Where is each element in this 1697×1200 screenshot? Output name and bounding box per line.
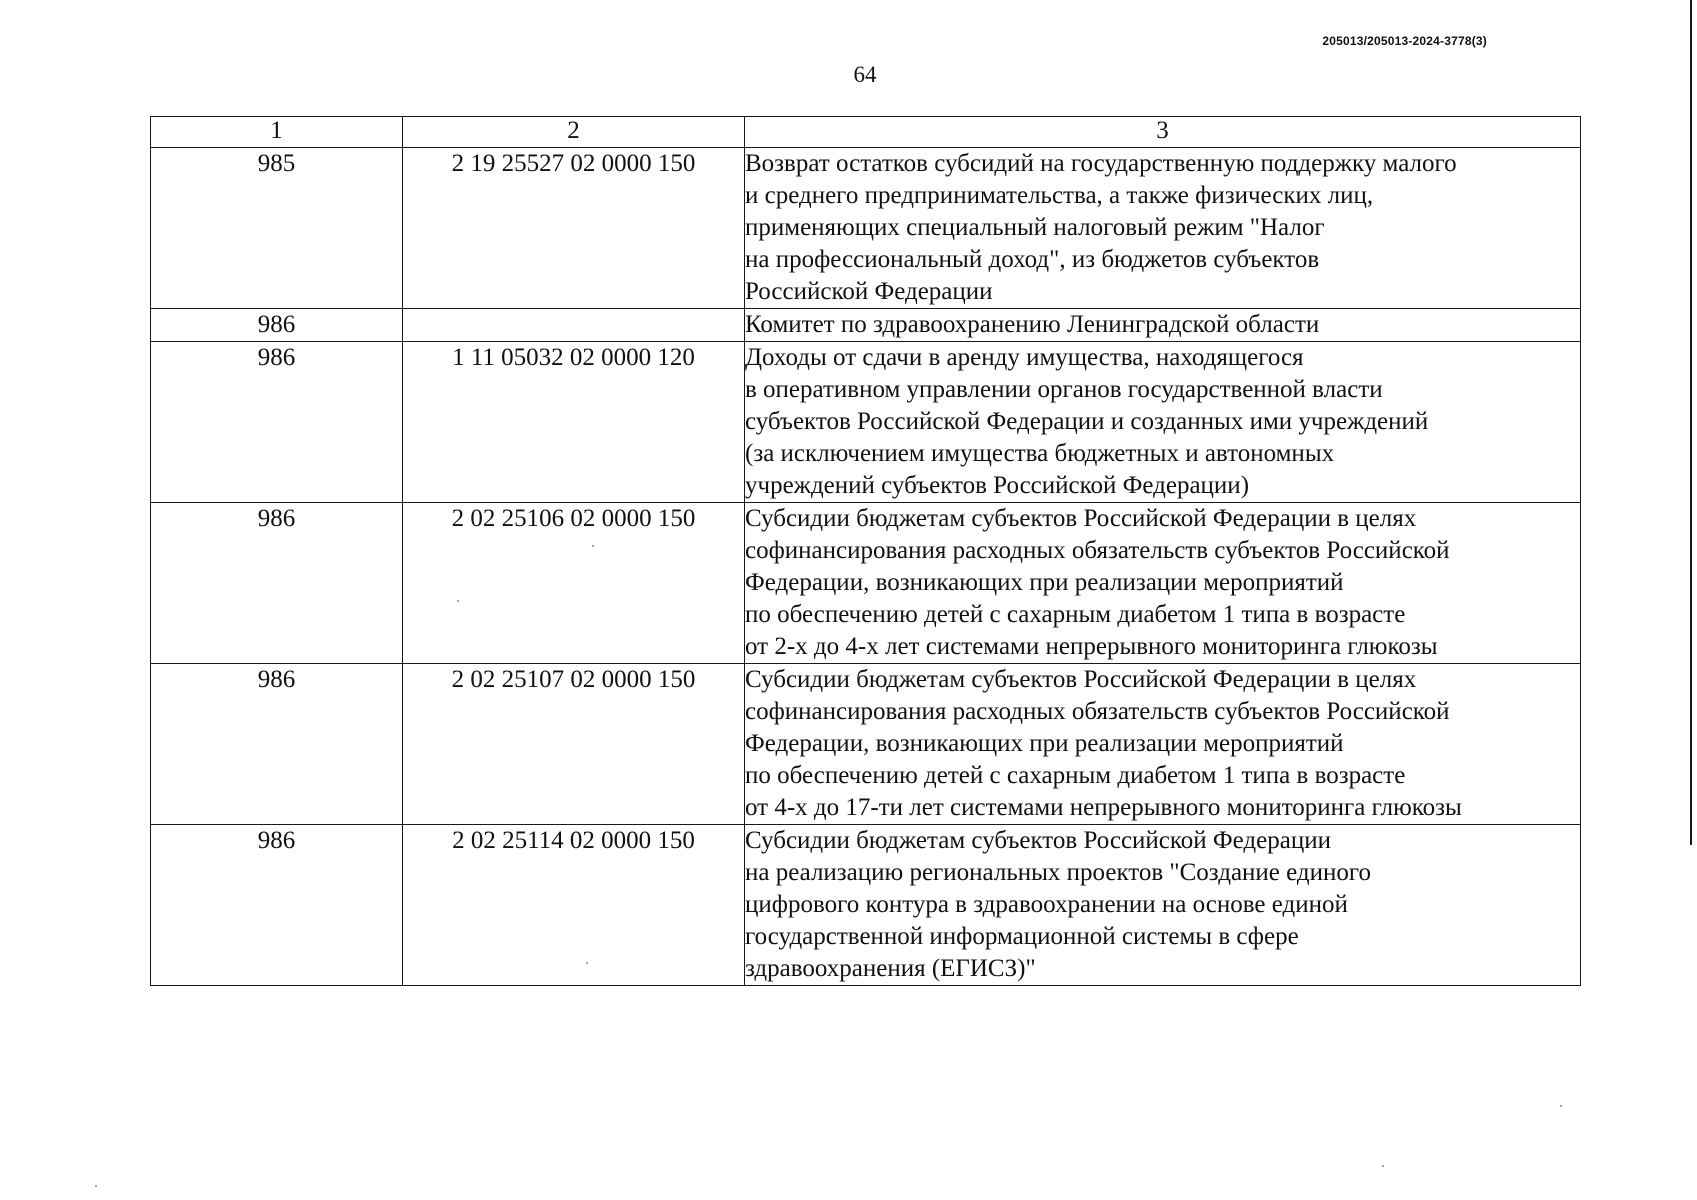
- scan-speck: [586, 962, 588, 964]
- admin-code-cell: 986: [151, 342, 403, 503]
- description-line: софинансирования расходных обязательств субъектов Российской: [745, 698, 1450, 725]
- table-row: [151, 503, 1581, 664]
- scan-speck: [457, 600, 459, 602]
- description-cell: [745, 148, 1581, 309]
- column-header-1: 1: [151, 117, 403, 148]
- budget-classification-table: [150, 116, 1581, 986]
- admin-code-cell: 986: [151, 664, 403, 825]
- description-cell: [745, 309, 1581, 342]
- admin-code-cell: 986: [151, 309, 403, 342]
- description-line: Субсидии бюджетам субъектов Российской Федерации в целях: [745, 666, 1417, 693]
- description-line: Федерации, возникающих при реализации мероприятий: [745, 569, 1344, 596]
- table-row: [151, 309, 1581, 342]
- description-line: здравоохранения (ЕГИСЗ)": [745, 955, 1036, 982]
- description-line: и среднего предпринимательства, а также физических лиц,: [745, 182, 1374, 209]
- revenue-code-cell: 2 19 25527 02 0000 150: [403, 148, 745, 309]
- column-header-2: 2: [403, 117, 745, 148]
- table-row: [151, 342, 1581, 503]
- description-line: Субсидии бюджетам субъектов Российской Федерации в целях: [745, 505, 1417, 532]
- page-number: 64: [853, 62, 877, 87]
- description-line: по обеспечению детей с сахарным диабетом 1 типа в возрасте: [745, 762, 1406, 789]
- revenue-code-cell: 2 02 25107 02 0000 150: [403, 664, 745, 825]
- description-line: на реализацию региональных проектов "Создание единого: [745, 859, 1372, 886]
- description-line: учреждений субъектов Российской Федерации): [745, 472, 1250, 499]
- description-line: Федерации, возникающих при реализации мероприятий: [745, 730, 1344, 757]
- description-line: субъектов Российской Федерации и созданных ими учреждений: [745, 408, 1429, 435]
- table-row: [151, 825, 1581, 986]
- document-id: 205013/205013-2024-3778(3): [1322, 34, 1487, 48]
- admin-code-cell: 986: [151, 503, 403, 664]
- revenue-code-cell: 2 02 25106 02 0000 150: [403, 503, 745, 664]
- description-line: от 2-х до 4-х лет системами непрерывного мониторинга глюкозы: [745, 633, 1438, 660]
- description-line: Доходы от сдачи в аренду имущества, находящегося: [745, 344, 1304, 371]
- admin-code-cell: 986: [151, 825, 403, 986]
- description-line: Возврат остатков субсидий на государственную поддержку малого: [745, 150, 1457, 177]
- description-line: Субсидии бюджетам субъектов Российской Федерации: [745, 827, 1331, 854]
- description-line: применяющих специальный налоговый режим "Налог: [745, 214, 1325, 241]
- description-line: Российской Федерации: [745, 278, 993, 305]
- scan-speck: [1560, 1105, 1562, 1107]
- description-cell: [745, 342, 1581, 503]
- description-line: софинансирования расходных обязательств субъектов Российской: [745, 537, 1450, 564]
- description-cell: [745, 503, 1581, 664]
- description-line: на профессиональный доход", из бюджетов субъектов: [745, 246, 1320, 273]
- scan-speck: [95, 1185, 97, 1187]
- description-line: от 4-х до 17-ти лет системами непрерывного мониторинга глюкозы: [745, 794, 1462, 821]
- scan-edge-line: [1690, 0, 1692, 845]
- table-row: [151, 148, 1581, 309]
- admin-code-cell: 985: [151, 148, 403, 309]
- description-line: (за исключением имущества бюджетных и автономных: [745, 440, 1335, 467]
- table-header-row: [151, 117, 1581, 148]
- table-body: [151, 148, 1581, 986]
- scan-speck: [1382, 1165, 1384, 1167]
- description-line: государственной информационной системы в сфере: [745, 923, 1299, 950]
- description-line: в оперативном управлении органов государственной власти: [745, 376, 1383, 403]
- revenue-code-cell: 1 11 05032 02 0000 120: [403, 342, 745, 503]
- revenue-code-cell: [403, 309, 745, 342]
- description-line: цифрового контура в здравоохранении на основе единой: [745, 891, 1348, 918]
- revenue-code-cell: 2 02 25114 02 0000 150: [403, 825, 745, 986]
- description-cell: [745, 664, 1581, 825]
- column-header-3: 3: [745, 117, 1581, 148]
- table-row: [151, 664, 1581, 825]
- description-cell: [745, 825, 1581, 986]
- description-line: Комитет по здравоохранению Ленинградской области: [745, 311, 1320, 338]
- scan-speck: [592, 545, 594, 547]
- description-line: по обеспечению детей с сахарным диабетом 1 типа в возрасте: [745, 601, 1406, 628]
